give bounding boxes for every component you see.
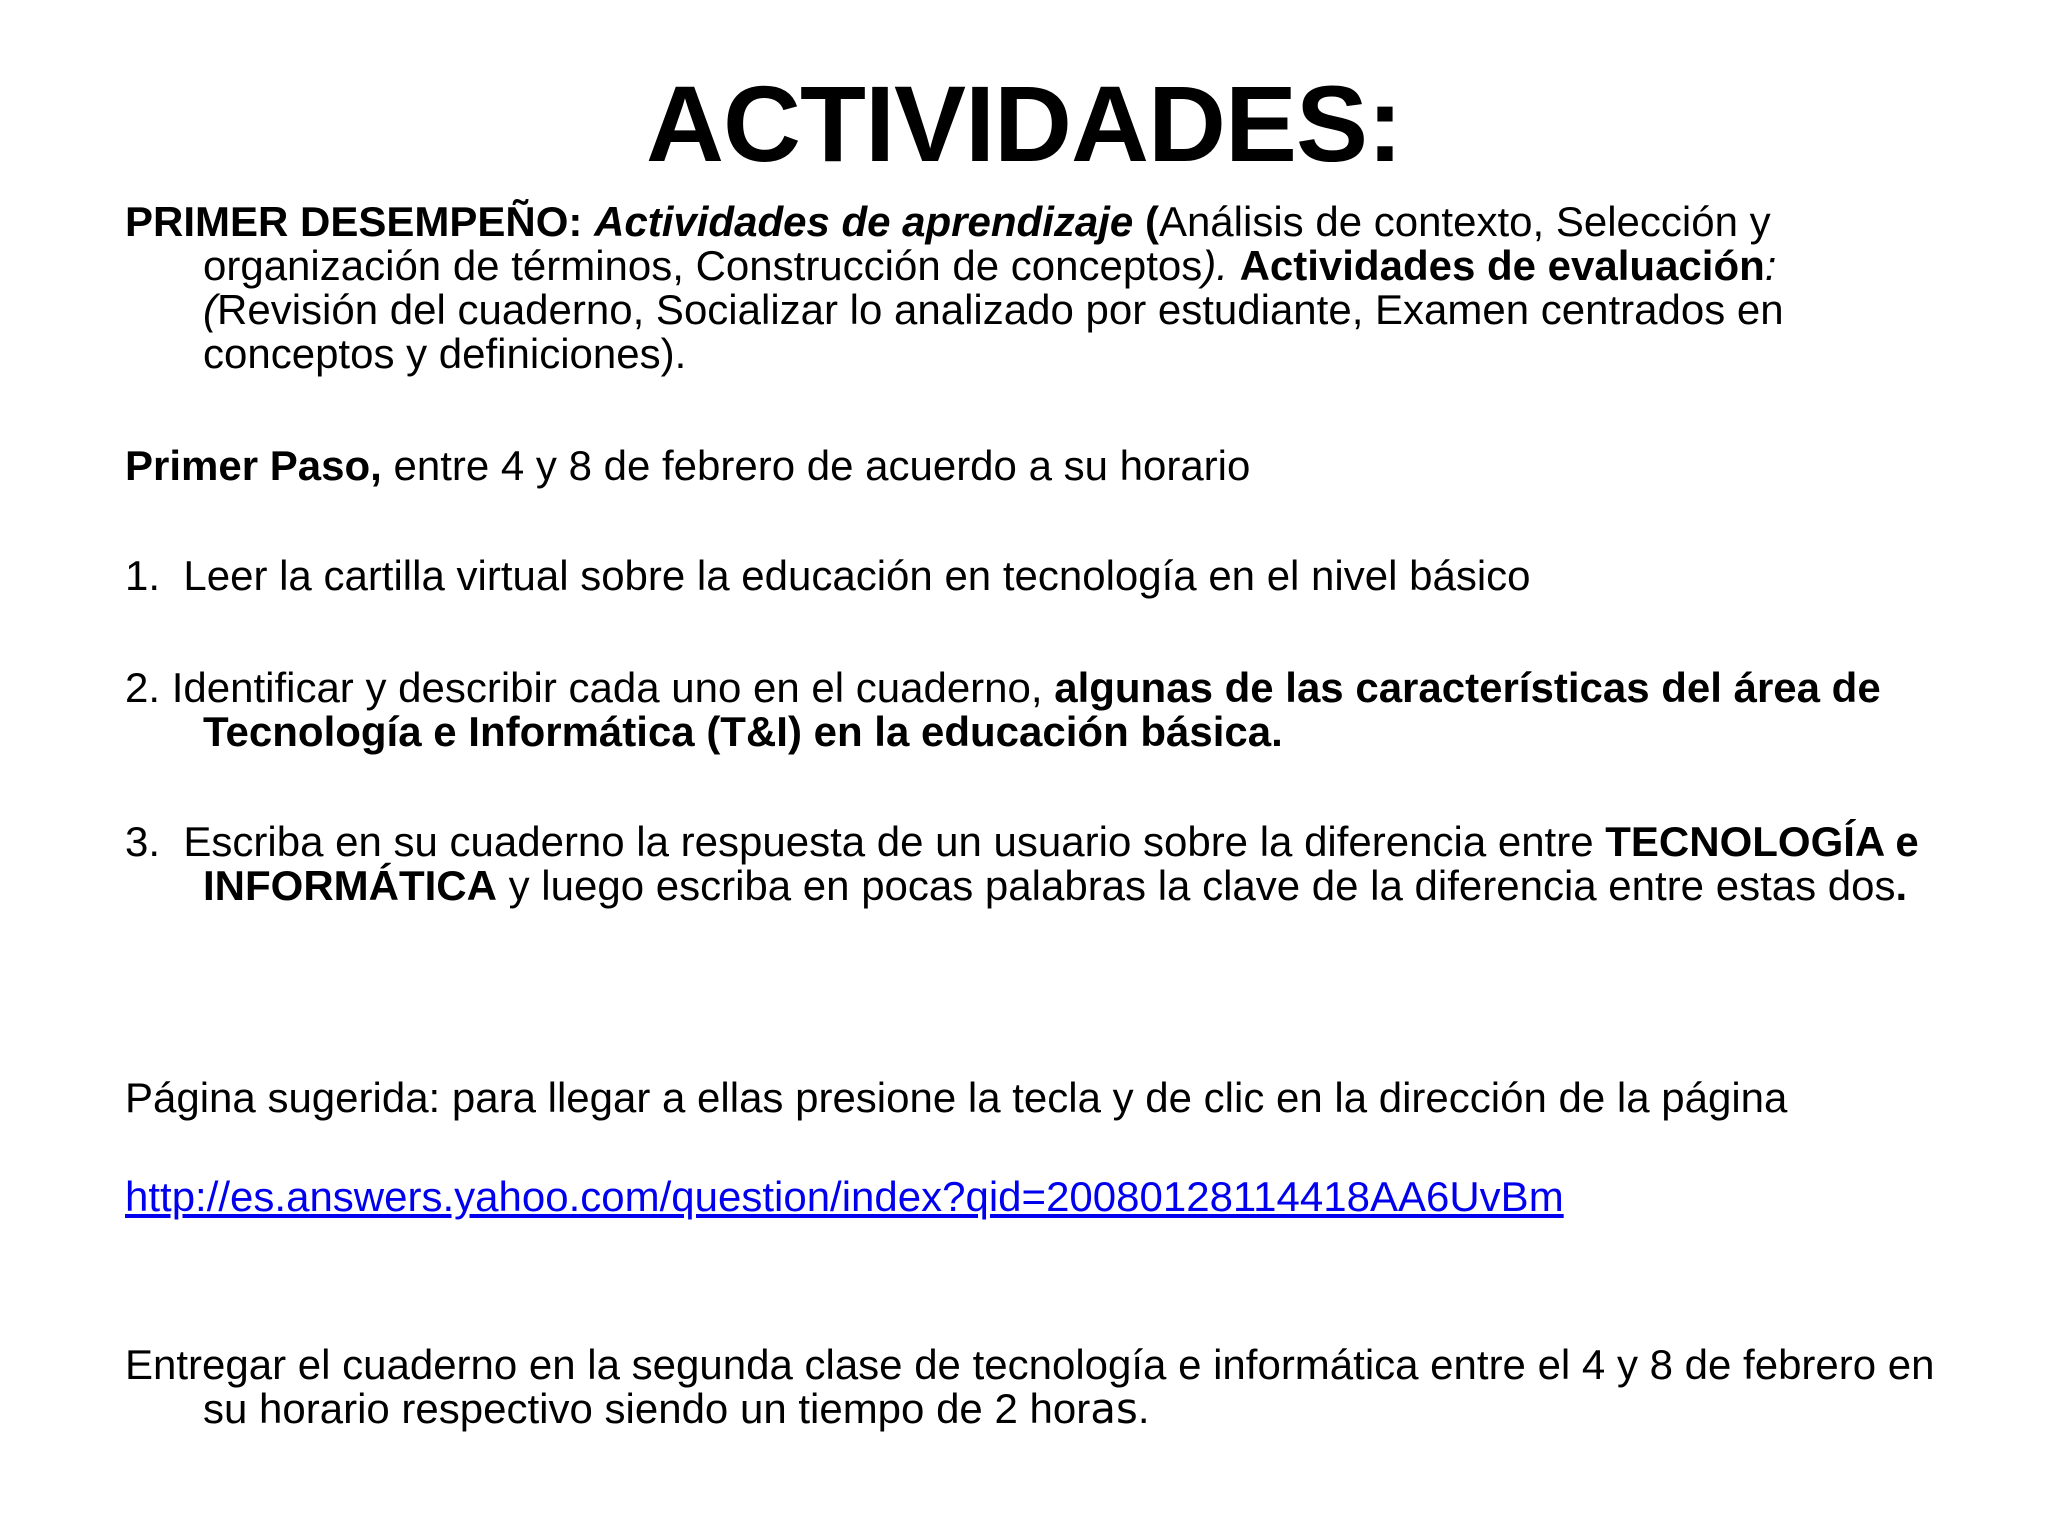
item-3-bold-text: TECNOLOGÍA e INFORMÁTICA bbox=[203, 818, 1919, 909]
item-3-text-b: y luego escriba en pocas palabras la clave de la diferencia entre estas dos bbox=[508, 862, 1896, 909]
item-2-text: Identificar y describir cada uno en el cuaderno, bbox=[171, 664, 1043, 711]
suggested-page-link[interactable]: http://es.answers.yahoo.com/question/index?qid=20080128114418AA6UvBm bbox=[125, 1173, 1564, 1220]
desempeno-label: PRIMER DESEMPEÑO: bbox=[125, 198, 583, 245]
item-3-number: 3. bbox=[125, 818, 161, 865]
list-item-2 bbox=[125, 666, 1955, 754]
aprendizaje-label: Actividades de aprendizaje bbox=[594, 198, 1134, 245]
entregar-end: . bbox=[1137, 1385, 1150, 1432]
evaluacion-colon: : bbox=[1764, 242, 1777, 289]
list-item-1 bbox=[125, 554, 1955, 598]
primer-paso-paragraph bbox=[125, 444, 1955, 488]
pagina-sugerida-paragraph bbox=[125, 1076, 1955, 1120]
entregar-text: Entregar el cuaderno en la segunda clase de tecnología e informática entre el 4 y 8 de febrero en su horario respectivo siendo un tiempo de 2 hor bbox=[125, 1341, 1935, 1432]
item-2-bold-text: algunas de las características del área de Tecnología e Informática (T&I) en la educación básica. bbox=[203, 664, 1881, 755]
list-item-3 bbox=[125, 820, 1955, 908]
evaluacion-text: Revisión del cuaderno, Socializar lo analizado por estudiante, Examen centrados en conceptos y definiciones). bbox=[203, 286, 1784, 377]
pagina-sugerida-text: Página sugerida: para llegar a ellas presione la tecla y de clic en la dirección de la página bbox=[125, 1074, 1788, 1121]
item-1-number: 1. bbox=[125, 552, 161, 599]
evaluacion-open: ( bbox=[203, 286, 217, 333]
slide-title: ACTIVIDADES: bbox=[645, 63, 1403, 184]
primer-paso-text: entre 4 y 8 de febrero de acuerdo a su horario bbox=[393, 442, 1251, 489]
evaluacion-label: Actividades de evaluación bbox=[1239, 242, 1765, 289]
primer-paso-label: Primer Paso, bbox=[125, 442, 382, 489]
item-2-number: 2. bbox=[125, 664, 161, 711]
item-3-text-a: Escriba en su cuaderno la respuesta de un usuario sobre la diferencia entre bbox=[183, 818, 1594, 865]
entregar-tail: as bbox=[1090, 1384, 1138, 1433]
aprendizaje-text: Análisis de contexto, Selección y organización de términos, Construcción de conceptos bbox=[203, 198, 1771, 289]
item-1-text: Leer la cartilla virtual sobre la educación en tecnología en el nivel básico bbox=[183, 552, 1531, 599]
open-paren: ( bbox=[1144, 198, 1159, 245]
entregar-paragraph bbox=[125, 1343, 1955, 1431]
close-punct: ). bbox=[1202, 242, 1228, 289]
link-paragraph bbox=[125, 1175, 1955, 1219]
primer-desempeno-paragraph bbox=[125, 200, 1955, 376]
item-3-bold-end: . bbox=[1895, 862, 1908, 909]
